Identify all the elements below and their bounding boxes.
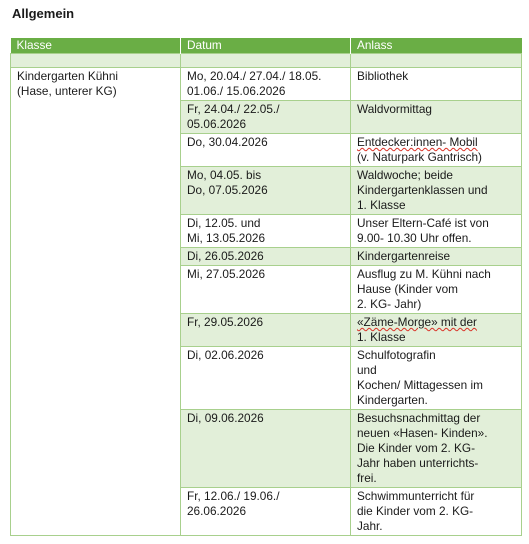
- klasse-detail: (Hase, unterer KG): [17, 84, 117, 98]
- header-anlass: Anlass: [351, 38, 522, 54]
- anlass-cell: Waldvormittag: [351, 101, 522, 134]
- anlass-cell: «Zäme-Morge» mit der 1. Klasse: [351, 314, 522, 347]
- datum-cell: Di, 09.06.2026: [181, 410, 351, 488]
- anlass-cell: Schwimmunterricht für die Kinder vom 2. KG- Jahr.: [351, 488, 522, 536]
- datum-cell: Fr, 12.06./ 19.06./ 26.06.2026: [181, 488, 351, 536]
- datum-cell: Mo, 20.04./ 27.04./ 18.05. 01.06./ 15.06.2026: [181, 68, 351, 101]
- spacer-row: [11, 54, 522, 68]
- anlass-cell: Entdecker:innen- Mobil (v. Naturpark Gantrisch): [351, 134, 522, 167]
- anlass-cell: Kindergartenreise: [351, 248, 522, 266]
- datum-cell: Di, 26.05.2026: [181, 248, 351, 266]
- klasse-cell: [11, 68, 181, 536]
- anlass-cell: Schulfotografin und Kochen/ Mittagessen im Kindergarten.: [351, 347, 522, 410]
- datum-cell: Fr, 24.04./ 22.05./ 05.06.2026: [181, 101, 351, 134]
- header-datum: Datum: [181, 38, 351, 54]
- datum-cell: Do, 30.04.2026: [181, 134, 351, 167]
- klasse-name: Kindergarten Kühni: [17, 69, 118, 83]
- table-header-row: [11, 38, 522, 54]
- anlass-cell: Unser Eltern-Café ist von 9.00- 10.30 Uhr offen.: [351, 215, 522, 248]
- anlass-cell: Besuchsnachmittag der neuen «Hasen- Kinden». Die Kinder vom 2. KG- Jahr haben unterrichts- frei.: [351, 410, 522, 488]
- anlass-cell: Ausflug zu M. Kühni nach Hause (Kinder vom 2. KG- Jahr): [351, 266, 522, 314]
- datum-cell: Mi, 27.05.2026: [181, 266, 351, 314]
- header-klasse: Klasse: [11, 38, 181, 54]
- table-row: [11, 68, 522, 101]
- anlass-cell: Waldwoche; beide Kindergartenklassen und 1. Klasse: [351, 167, 522, 215]
- datum-cell: Fr, 29.05.2026: [181, 314, 351, 347]
- section-heading: Allgemein: [12, 6, 75, 21]
- datum-cell: Mo, 04.05. bis Do, 07.05.2026: [181, 167, 351, 215]
- anlass-cell: Bibliothek: [351, 68, 522, 101]
- datum-cell: Di, 12.05. und Mi, 13.05.2026: [181, 215, 351, 248]
- schedule-table: [10, 38, 522, 536]
- datum-cell: Di, 02.06.2026: [181, 347, 351, 410]
